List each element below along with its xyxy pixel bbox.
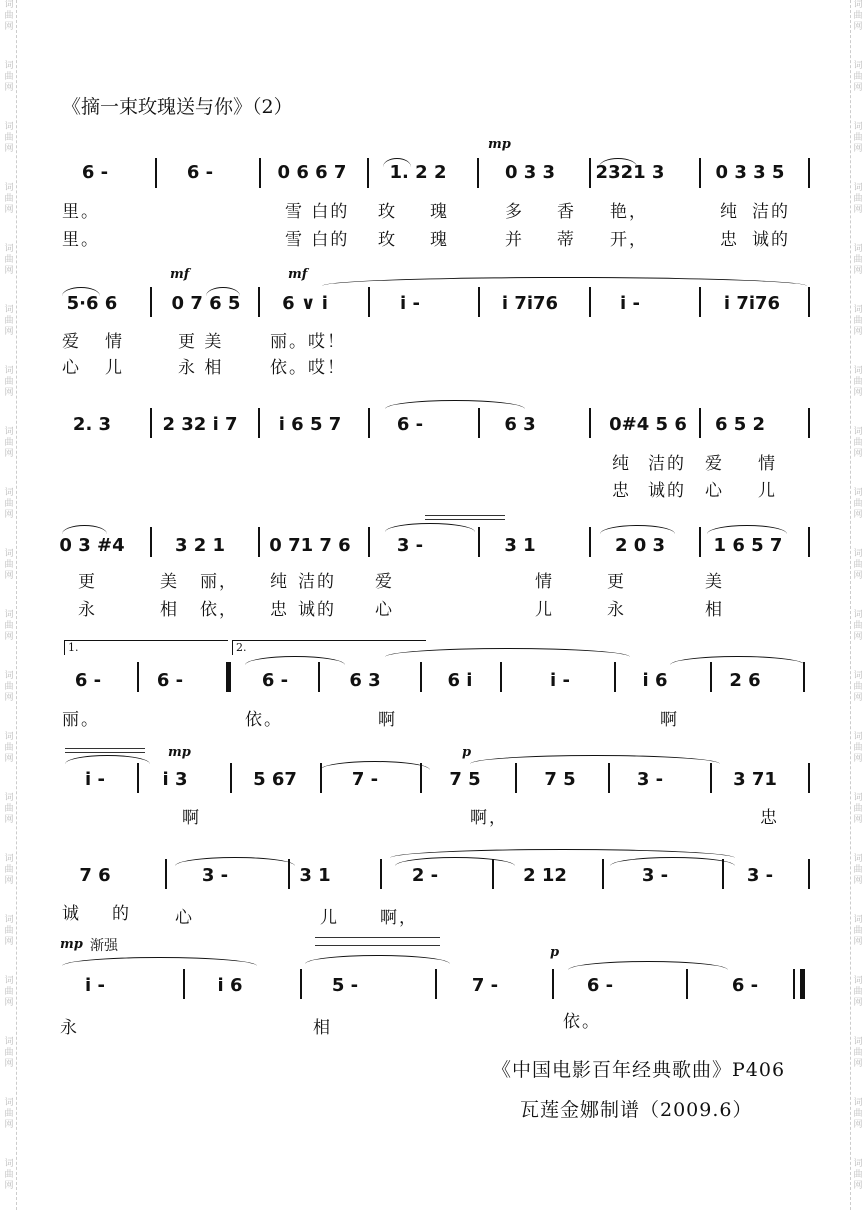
note-group: 2 32 i 7	[162, 414, 238, 435]
watermark-text: 词 曲 网	[4, 671, 14, 703]
barline	[150, 527, 152, 557]
note-group: 6 5 2	[714, 414, 766, 435]
note-group: 7 -	[351, 769, 379, 790]
lyric-word: 诚	[62, 904, 81, 924]
dynamic-mark: mp	[60, 937, 83, 952]
lyric-word: 永	[60, 1018, 79, 1038]
watermark-text: 词 曲 网	[4, 122, 14, 154]
barline	[137, 662, 139, 692]
note-group: 2321 3	[595, 162, 665, 183]
slur	[245, 656, 345, 665]
lyric-word: 诚的	[752, 230, 790, 250]
lyric-word: 洁的	[298, 572, 336, 592]
note-group: 6 i	[447, 670, 473, 691]
watermark-text: 词 曲 网	[4, 366, 14, 398]
note-group: i -	[85, 769, 105, 790]
note-group: 6 -	[186, 162, 214, 183]
lyric-word: 情	[105, 332, 124, 352]
slur	[322, 277, 807, 286]
note-group: i 7i76	[501, 293, 559, 314]
watermark-text: 词 曲 网	[853, 1159, 863, 1191]
lyric-word: 并	[505, 230, 524, 250]
lyric-word: 诚的	[298, 600, 336, 620]
lyric-word: 心	[705, 481, 724, 501]
note-group: i 6 5 7	[278, 414, 342, 435]
note-group: 3 2 1	[174, 535, 226, 556]
lyric-word: 情	[758, 454, 777, 474]
barline	[686, 969, 688, 999]
barline	[165, 859, 167, 889]
watermark-text: 词 曲 网	[4, 793, 14, 825]
watermark-text: 词 曲 网	[4, 488, 14, 520]
dynamic-mark: mf	[170, 267, 190, 282]
crescendo-line	[65, 748, 145, 749]
barline	[500, 662, 502, 692]
lyric-word: 儿	[535, 600, 554, 620]
watermark-text: 词 曲 网	[4, 610, 14, 642]
note-group: 3 -	[396, 535, 424, 556]
watermark-text: 词 曲 网	[853, 976, 863, 1008]
watermark-text: 词 曲 网	[4, 305, 14, 337]
note-group: 5 -	[331, 975, 359, 996]
song-title: 《摘一束玫瑰送与你》（2）	[62, 96, 293, 118]
lyric-word: 相	[313, 1018, 332, 1038]
lyric-word: 丽，	[200, 572, 238, 592]
dynamic-mark: mf	[288, 267, 308, 282]
note-group: i -	[620, 293, 640, 314]
watermark-text: 词 曲 网	[4, 915, 14, 947]
lyric-word: 更	[78, 572, 97, 592]
barline	[614, 662, 616, 692]
lyric-word: 忠	[612, 481, 631, 501]
note-group: 3 -	[636, 769, 664, 790]
barline	[155, 158, 157, 188]
watermark-text: 词 曲 网	[853, 1037, 863, 1069]
lyric-word: 儿	[320, 908, 339, 928]
watermark-text: 词 曲 网	[4, 549, 14, 581]
barline	[608, 763, 610, 793]
lyric-word: 永	[78, 600, 97, 620]
crescendo-line	[425, 519, 505, 520]
note-group: 6 -	[261, 670, 289, 691]
watermark-text: 词 曲 网	[853, 732, 863, 764]
watermark-text: 词 曲 网	[853, 244, 863, 276]
barline	[137, 763, 139, 793]
lyric-word: 心	[375, 600, 394, 620]
lyric-word: 啊	[182, 808, 201, 828]
lyric-word: 相	[160, 600, 179, 620]
lyric-word: 丽。	[62, 710, 100, 730]
lyric-word: 里。	[62, 230, 100, 250]
crescendo-line	[425, 515, 505, 516]
watermark-text: 词 曲 网	[853, 915, 863, 947]
barline	[368, 527, 370, 557]
note-group: 6 -	[396, 414, 424, 435]
note-group: 2 -	[411, 865, 439, 886]
barline	[808, 859, 810, 889]
dynamic-mark: p	[550, 945, 560, 960]
watermark-text: 词 曲 网	[853, 366, 863, 398]
barline	[420, 763, 422, 793]
note-group: 2 0 3	[614, 535, 666, 556]
watermark-text: 词 曲 网	[4, 427, 14, 459]
watermark-text: 词 曲 网	[853, 610, 863, 642]
lyric-word: 纯	[270, 572, 289, 592]
note-group: 3 1	[299, 865, 331, 886]
lyric-word: 纯	[720, 202, 739, 222]
barline	[699, 527, 701, 557]
volta-1: 1.	[64, 640, 228, 655]
lyric-word: 啊，	[470, 808, 508, 828]
barline	[368, 408, 370, 438]
note-group: 3 -	[201, 865, 229, 886]
barline	[589, 287, 591, 317]
barline	[318, 662, 320, 692]
lyric-word: 瑰	[430, 230, 449, 250]
note-group: 6 -	[74, 670, 102, 691]
slur	[385, 400, 525, 409]
watermark-text: 词 曲 网	[853, 183, 863, 215]
note-group: 5·6 6	[66, 293, 118, 314]
barline	[803, 662, 805, 692]
barline	[589, 527, 591, 557]
barline	[183, 969, 185, 999]
lyric-word: 儿	[105, 358, 124, 378]
note-group: 6 3	[349, 670, 381, 691]
watermark-text: 词 曲 网	[4, 976, 14, 1008]
barline	[435, 969, 437, 999]
note-group: 7 5	[544, 769, 576, 790]
note-group: i -	[400, 293, 420, 314]
barline	[589, 408, 591, 438]
barline	[230, 763, 232, 793]
note-group: 6 -	[586, 975, 614, 996]
lyric-word: 更	[607, 572, 626, 592]
lyric-word: 儿	[758, 481, 777, 501]
lyric-word: 爱	[375, 572, 394, 592]
lyric-word: 诚的	[648, 481, 686, 501]
note-group: i 7i76	[723, 293, 781, 314]
barline	[722, 859, 724, 889]
barline	[699, 287, 701, 317]
watermark-text: 词 曲 网	[4, 61, 14, 93]
watermark-text: 词 曲 网	[4, 0, 14, 32]
note-group: 2 6	[729, 670, 761, 691]
note-group: i 3	[162, 769, 188, 790]
watermark-text: 词 曲 网	[853, 61, 863, 93]
lyric-word: 多	[505, 202, 524, 222]
lyric-word: 雪 白的	[285, 230, 350, 250]
lyric-word: 爱	[62, 332, 81, 352]
watermark-right	[850, 0, 865, 1210]
slur	[62, 957, 257, 966]
lyric-word: 依。	[563, 1012, 601, 1032]
barline	[589, 158, 591, 188]
slur	[670, 656, 805, 665]
watermark-text: 词 曲 网	[853, 793, 863, 825]
repeat-barline	[226, 662, 231, 692]
lyric-word: 忠	[760, 808, 779, 828]
note-group: 3 -	[746, 865, 774, 886]
lyric-word: 依。	[245, 710, 283, 730]
barline	[300, 969, 302, 999]
slur	[470, 755, 720, 764]
note-group: 0#4 5 6	[609, 414, 687, 435]
note-group: i 6	[642, 670, 668, 691]
lyric-word: 更 美	[178, 332, 224, 352]
crescendo-line	[65, 752, 145, 753]
crescendo-line	[315, 937, 440, 938]
lyric-word: 爱	[705, 454, 724, 474]
watermark-text: 词 曲 网	[4, 854, 14, 886]
watermark-text: 词 曲 网	[4, 244, 14, 276]
watermark-text: 词 曲 网	[853, 549, 863, 581]
volta-2: 2.	[232, 640, 426, 655]
lyric-word: 心	[62, 358, 81, 378]
barline	[808, 287, 810, 317]
barline	[320, 763, 322, 793]
barline	[150, 287, 152, 317]
slur	[610, 857, 735, 866]
barline	[793, 969, 795, 999]
barline	[258, 527, 260, 557]
lyric-word: 忠	[720, 230, 739, 250]
lyric-word: 情	[535, 572, 554, 592]
watermark-text: 词 曲 网	[853, 427, 863, 459]
source-reference: 《中国电影百年经典歌曲》P406	[492, 1059, 786, 1081]
watermark-text: 词 曲 网	[4, 1098, 14, 1130]
lyric-word: 开，	[610, 230, 648, 250]
watermark-text: 词 曲 网	[853, 122, 863, 154]
slur	[707, 525, 787, 534]
note-group: 0 6 6 7	[277, 162, 347, 183]
note-group: i -	[85, 975, 105, 996]
watermark-text: 词 曲 网	[853, 488, 863, 520]
note-group: 6 -	[731, 975, 759, 996]
lyric-word: 洁的	[648, 454, 686, 474]
note-group: 3 -	[641, 865, 669, 886]
barline	[259, 158, 261, 188]
note-group: i 6	[217, 975, 243, 996]
lyric-word: 洁的	[752, 202, 790, 222]
lyric-word: 玫	[378, 202, 397, 222]
lyric-word: 的	[112, 904, 131, 924]
note-group: 7 5	[449, 769, 481, 790]
note-group: 0 3 3	[504, 162, 556, 183]
barline	[258, 287, 260, 317]
lyric-word: 雪 白的	[285, 202, 350, 222]
barline	[478, 527, 480, 557]
note-group: 6 -	[81, 162, 109, 183]
transcriber-credit: 瓦莲金娜制谱（2009.6）	[520, 1099, 753, 1121]
lyric-word: 啊，	[380, 908, 418, 928]
lyric-word: 啊	[378, 710, 397, 730]
slur	[62, 525, 107, 534]
dynamic-mark: p	[462, 745, 472, 760]
note-group: 2 12	[523, 865, 567, 886]
watermark-text: 词 曲 网	[4, 1159, 14, 1191]
final-barline	[800, 969, 805, 999]
watermark-text: 词 曲 网	[853, 854, 863, 886]
note-group: 5 67	[253, 769, 297, 790]
barline	[258, 408, 260, 438]
lyric-word: 永 相	[178, 358, 224, 378]
barline	[808, 527, 810, 557]
lyric-word: 依。哎！	[270, 358, 346, 378]
barline	[380, 859, 382, 889]
lyric-word: 蒂	[557, 230, 576, 250]
watermark-text: 词 曲 网	[853, 0, 863, 32]
slur	[175, 857, 295, 866]
lyric-word: 心	[175, 908, 194, 928]
barline	[552, 969, 554, 999]
lyric-word: 啊	[660, 710, 679, 730]
watermark-text: 词 曲 网	[4, 183, 14, 215]
lyric-word: 丽。哎！	[270, 332, 346, 352]
lyric-word: 瑰	[430, 202, 449, 222]
lyric-word: 美	[160, 572, 179, 592]
watermark-text: 词 曲 网	[853, 671, 863, 703]
barline	[699, 158, 701, 188]
dynamic-mark: mp	[488, 137, 511, 152]
note-group: 6 ∨ i	[282, 293, 328, 314]
barline	[478, 287, 480, 317]
note-group: 2. 3	[72, 414, 112, 435]
note-group: 7 6	[79, 865, 111, 886]
dynamic-mark: mp	[168, 745, 191, 760]
lyric-word: 玫	[378, 230, 397, 250]
watermark-text: 词 曲 网	[853, 305, 863, 337]
lyric-word: 纯	[612, 454, 631, 474]
note-group: 0 3 #4	[59, 535, 125, 556]
note-group: 6 3	[504, 414, 536, 435]
lyric-word: 依，	[200, 600, 238, 620]
barline	[478, 408, 480, 438]
barline	[710, 662, 712, 692]
lyric-word: 香	[557, 202, 576, 222]
barline	[288, 859, 290, 889]
lyric-word: 艳，	[610, 202, 648, 222]
note-group: 1 6 5 7	[713, 535, 783, 556]
slur	[305, 955, 450, 964]
watermark-text: 词 曲 网	[853, 1098, 863, 1130]
note-group: 0 7 6 5	[171, 293, 241, 314]
lyric-word: 忠	[270, 600, 289, 620]
barline	[710, 763, 712, 793]
note-group: 0 71 7 6	[269, 535, 351, 556]
crescendo-line	[315, 945, 440, 946]
watermark-text: 词 曲 网	[4, 732, 14, 764]
barline	[367, 158, 369, 188]
barline	[699, 408, 701, 438]
watermark-text: 词 曲 网	[4, 1037, 14, 1069]
slur	[568, 961, 728, 970]
slur	[600, 525, 675, 534]
watermark-left	[2, 0, 17, 1210]
barline	[515, 763, 517, 793]
lyric-word: 永	[607, 600, 626, 620]
lyric-line-1: 里。	[62, 202, 100, 222]
slur	[385, 523, 475, 532]
note-group: 3 1	[504, 535, 536, 556]
note-group: 1. 2 2	[389, 162, 447, 183]
note-group: i -	[550, 670, 570, 691]
lyric-word: 相	[705, 600, 724, 620]
expression-mark: 渐强	[90, 938, 118, 954]
barline	[808, 158, 810, 188]
lyric-word: 美	[705, 572, 724, 592]
barline	[808, 408, 810, 438]
note-group: 7 -	[471, 975, 499, 996]
note-group: 6 -	[156, 670, 184, 691]
note-group: 0 3 3 5	[715, 162, 785, 183]
barline	[602, 859, 604, 889]
barline	[150, 408, 152, 438]
barline	[492, 859, 494, 889]
barline	[368, 287, 370, 317]
note-group: 3 71	[733, 769, 777, 790]
barline	[808, 763, 810, 793]
barline	[420, 662, 422, 692]
barline	[477, 158, 479, 188]
